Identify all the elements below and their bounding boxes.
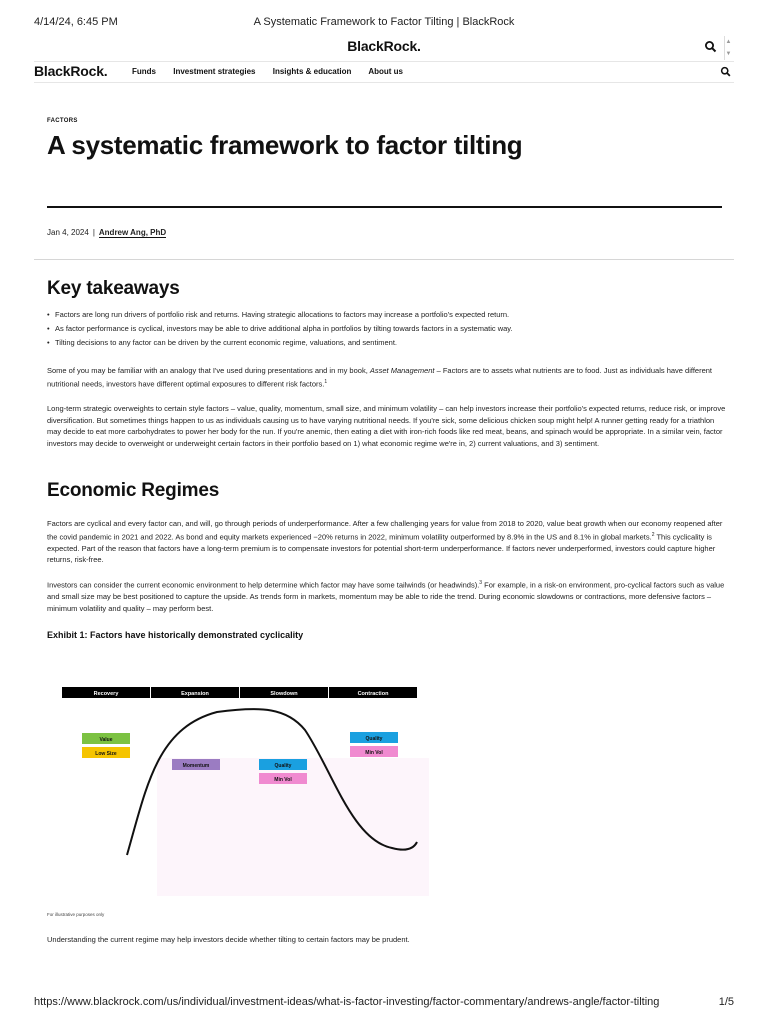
nav-logo[interactable]: BlackRock. xyxy=(34,63,108,79)
nav-links xyxy=(132,67,418,76)
nav-about-us[interactable]: About us xyxy=(368,67,404,76)
paragraph-text: Factors are cyclical and every factor can, and will, go through periods of underperformance. After a few challenging years for value from 2018 to 2020, value beat growth when our economy reopened after the covid pandemic in 2021 and 2022. As bond and equity markets experienced −20% returns in 2022, minimum volatility outperformed by 8.9% in the US and 8.1% in global markets. xyxy=(47,519,723,541)
nav-funds[interactable]: Funds xyxy=(132,67,156,76)
divider xyxy=(34,259,734,260)
publish-date: Jan 4, 2024 xyxy=(47,228,89,237)
article-category: FACTORS xyxy=(47,118,78,124)
paragraph-text: For example, in a risk-on environment, pro-cyclical factors such as value and small size may be best positioned to capture the upside. As trends form in markets, momentum may be able to ride the trend. During economic slowdowns or contractions, more defensive factors – minimum volatility and quality – may perform best. xyxy=(47,580,725,613)
page-number: 1/5 xyxy=(718,996,734,1008)
paragraph xyxy=(47,518,727,566)
paragraph-text: This cyclicality is expected. Part of the reason that factors have a long-term premium is to compensate investors for potential short-term underperformance. If factors never underperformed, investors could capture higher returns, risk-free. xyxy=(47,532,716,564)
list-item: • As factor performance is cyclical, investors may be able to drive additional alpha in portfolios by tilting towards factors in a systematic way. xyxy=(47,324,727,338)
section-heading-key-takeaways: Key takeaways xyxy=(47,278,180,299)
page-url: https://www.blackrock.com/us/individual/investment-ideas/what-is-factor-investing/factor-commentary/andrews-angle/factor-tilting xyxy=(34,996,660,1008)
byline xyxy=(47,228,166,237)
footnote-ref[interactable]: 1 xyxy=(324,378,328,385)
top-logo-bar xyxy=(34,36,734,60)
phase-label-recovery: Recovery xyxy=(93,691,119,697)
author-link[interactable]: Andrew Ang, PhD xyxy=(98,228,167,237)
exhibit-title: Exhibit 1: Factors have historically demonstrated cyclicality xyxy=(47,630,304,640)
nav-investment-strategies[interactable]: Investment strategies xyxy=(173,67,256,76)
page-title: A systematic framework to factor tilting xyxy=(47,130,523,160)
phase-label-expansion: Expansion xyxy=(181,691,209,697)
list-item: • Factors are long run drivers of portfolio risk and returns. Having strategic allocations to factors may increase a portfolio's expected return. xyxy=(47,310,727,324)
paragraph xyxy=(47,578,727,614)
paragraph: Long-term strategic overweights to certain style factors – value, quality, momentum, small size, and minimum volatility – can help investors increase their portfolio's expected returns, reduce risk, or improve diversification. But sometimes things happen to us as individuals causing us to have varying nutritional needs. If you're sick, some delicious chicken soup might help! A runner getting ready for a triathlon may decide to eat more carbohydrates to power her body for the run. If you're anemic, then eating a diet with iron-rich foods like red meat, beans, and spinach would be appropriate. In a similar vein, factor investors may decide to overweight or underweight certain factors in their portfolio based on 1) what economic regime we're in, 2) current valuations, and 3) sentiment. xyxy=(47,404,726,448)
chart-note: For illustrative purposes only xyxy=(47,912,105,917)
footnote-ref[interactable]: 3 xyxy=(479,580,483,586)
paragraph-text: – Factors are to assets what nutrients are to food. Just as individuals have different nutritional needs, investors have different optimal exposures to different risk factors. xyxy=(47,366,713,388)
factor-cycle-chart xyxy=(47,680,447,910)
factor-label-value: Value xyxy=(99,737,113,743)
nav-insights-education[interactable]: Insights & education xyxy=(272,67,352,76)
paragraph-text: Investors can consider the current economic environment to help determine which factor may have some tailwinds (or headwinds). xyxy=(47,580,480,590)
factor-label-min-vol-contraction: Min Vol xyxy=(365,750,383,756)
divider xyxy=(47,206,722,208)
paragraph-text: Some of you may be familiar with an analogy that I've used during presentations and in my book, xyxy=(47,366,370,375)
factor-label-momentum: Momentum xyxy=(182,763,210,769)
takeaways-list xyxy=(47,310,727,352)
phase-label-contraction: Contraction xyxy=(357,691,389,697)
print-datetime: 4/14/24, 6:45 PM xyxy=(34,16,118,28)
print-page-title: A Systematic Framework to Factor Tilting | BlackRock xyxy=(253,16,515,28)
search-icon[interactable] xyxy=(720,66,732,78)
factor-label-quality-contraction: Quality xyxy=(365,736,383,742)
section-heading-economic-regimes: Economic Regimes xyxy=(47,480,220,501)
book-title: Asset Management xyxy=(369,366,435,375)
factor-label-low-size: Low Size xyxy=(95,751,117,757)
byline-separator: | xyxy=(92,228,95,237)
scrollbar[interactable] xyxy=(724,36,732,60)
brand-logo[interactable]: BlackRock. xyxy=(347,38,421,54)
scroll-up-icon[interactable]: ▲ xyxy=(725,39,732,45)
paragraph xyxy=(47,365,727,390)
phase-bar xyxy=(62,687,417,698)
phase-label-slowdown: Slowdown xyxy=(270,691,298,697)
closing-paragraph: Understanding the current regime may help investors decide whether tilting to certain factors may be prudent. xyxy=(47,935,410,944)
factor-label-min-vol-slowdown: Min Vol xyxy=(274,777,292,783)
list-item: • Tilting decisions to any factor can be driven by the current economic regime, valuations, and sentiment. xyxy=(47,338,727,352)
footnote-ref[interactable]: 2 xyxy=(651,531,655,538)
main-navigation xyxy=(34,61,734,83)
search-icon[interactable] xyxy=(704,40,718,54)
factor-label-quality-slowdown: Quality xyxy=(274,763,292,769)
scroll-down-icon[interactable]: ▼ xyxy=(725,51,732,57)
